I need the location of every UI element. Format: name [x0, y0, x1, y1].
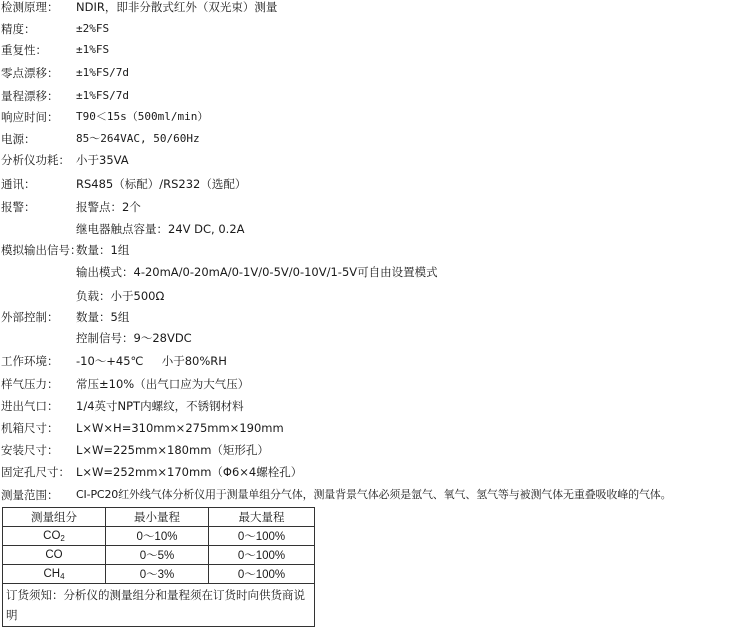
gas-name: CH	[43, 567, 61, 580]
table-cell-gas	[3, 546, 106, 565]
spec-label: 零点漂移：	[1, 66, 59, 80]
spec-value: 数量：5组	[76, 310, 130, 324]
spec-value: T90＜15s（500ml/min）	[76, 110, 209, 123]
spec-value: ±1%FS/7d	[76, 66, 129, 79]
spec-value: -10～+45℃ 小于80%RH	[76, 354, 227, 368]
spec-value: L×W=225mm×180mm（矩形孔）	[76, 443, 269, 457]
table-row	[3, 546, 315, 565]
spec-label: 样气压力：	[1, 377, 59, 391]
spec-label: 量程漂移：	[1, 89, 59, 103]
table-row	[3, 565, 315, 584]
table-cell-max: 0～100%	[209, 565, 315, 584]
spec-label: 固定孔尺寸：	[1, 465, 70, 479]
gas-name: CO	[45, 548, 63, 561]
spec-label: 精度：	[1, 22, 36, 36]
spec-value: ±1%FS	[76, 43, 110, 56]
spec-label: 通讯：	[1, 177, 36, 191]
table-header-row	[3, 508, 315, 527]
spec-label: 工作环境：	[1, 354, 59, 368]
spec-label: 模拟输出信号：	[1, 243, 82, 257]
spec-value: 继电器触点容量：24V DC, 0.2A	[76, 222, 245, 236]
spec-value: 控制信号：9～28VDC	[76, 331, 192, 345]
spec-label: 响应时间：	[1, 110, 59, 124]
spec-label: 测量范围：	[1, 488, 59, 502]
spec-label: 检测原理：	[1, 0, 59, 14]
gas-subscript: 2	[60, 533, 65, 543]
spec-label: 机箱尺寸：	[1, 421, 59, 435]
table-cell-min: 0～5%	[106, 546, 209, 565]
spec-label: 进出气口：	[1, 399, 59, 413]
spec-value: 小于35VA	[76, 153, 129, 167]
table-header: 最小量程	[106, 508, 209, 527]
order-note: 订货须知：分析仪的测量组分和量程须在订货时向供货商说明	[3, 584, 315, 627]
spec-value: 输出模式：4-20mA/0-20mA/0-1V/0-5V/0-10V/1-5V可自由设置模式	[76, 265, 438, 279]
spec-value: 负载：小于500Ω	[76, 289, 165, 303]
spec-value: 85～264VAC, 50/60Hz	[76, 132, 200, 145]
spec-label: 报警：	[1, 200, 36, 214]
table-cell-min: 0～10%	[106, 527, 209, 546]
spec-label: 安装尺寸：	[1, 443, 59, 457]
spec-value: RS485（标配）/RS232（选配）	[76, 177, 247, 191]
table-cell-gas	[3, 527, 106, 546]
spec-value: CI-PC20红外线气体分析仪用于测量单组分气体，测量背景气体必须是氩气、氧气、氢气等与被测气体无重叠吸收峰的气体。	[76, 488, 672, 501]
table-note-row	[3, 584, 315, 627]
table-row	[3, 527, 315, 546]
table-cell-min: 0～3%	[106, 565, 209, 584]
spec-value: L×W=252mm×170mm（Φ6×4螺栓孔）	[76, 465, 303, 479]
spec-value: 1/4英寸NPT内螺纹，不锈钢材料	[76, 399, 244, 413]
spec-label: 分析仪功耗：	[1, 153, 70, 167]
table-header: 最大量程	[209, 508, 315, 527]
table-cell-max: 0～100%	[209, 546, 315, 565]
spec-value: ±1%FS/7d	[76, 89, 129, 102]
spec-label: 电源：	[1, 132, 36, 146]
spec-value: L×W×H=310mm×275mm×190mm	[76, 421, 284, 435]
spec-label: 外部控制：	[1, 310, 59, 324]
table-header: 测量组分	[3, 508, 106, 527]
spec-value: 常压±10%（出气口应为大气压）	[76, 377, 250, 391]
table-cell-max: 0～100%	[209, 527, 315, 546]
spec-value: 数量：1组	[76, 243, 130, 257]
spec-value: ±2%FS	[76, 22, 110, 35]
range-table	[2, 507, 315, 627]
spec-value: 报警点：2个	[76, 200, 141, 214]
spec-label: 重复性：	[1, 43, 47, 57]
table-cell-gas	[3, 565, 106, 584]
gas-name: CO	[43, 529, 61, 542]
spec-value: NDIR，即非分散式红外（双光束）测量	[76, 0, 278, 14]
gas-subscript: 4	[60, 571, 65, 581]
